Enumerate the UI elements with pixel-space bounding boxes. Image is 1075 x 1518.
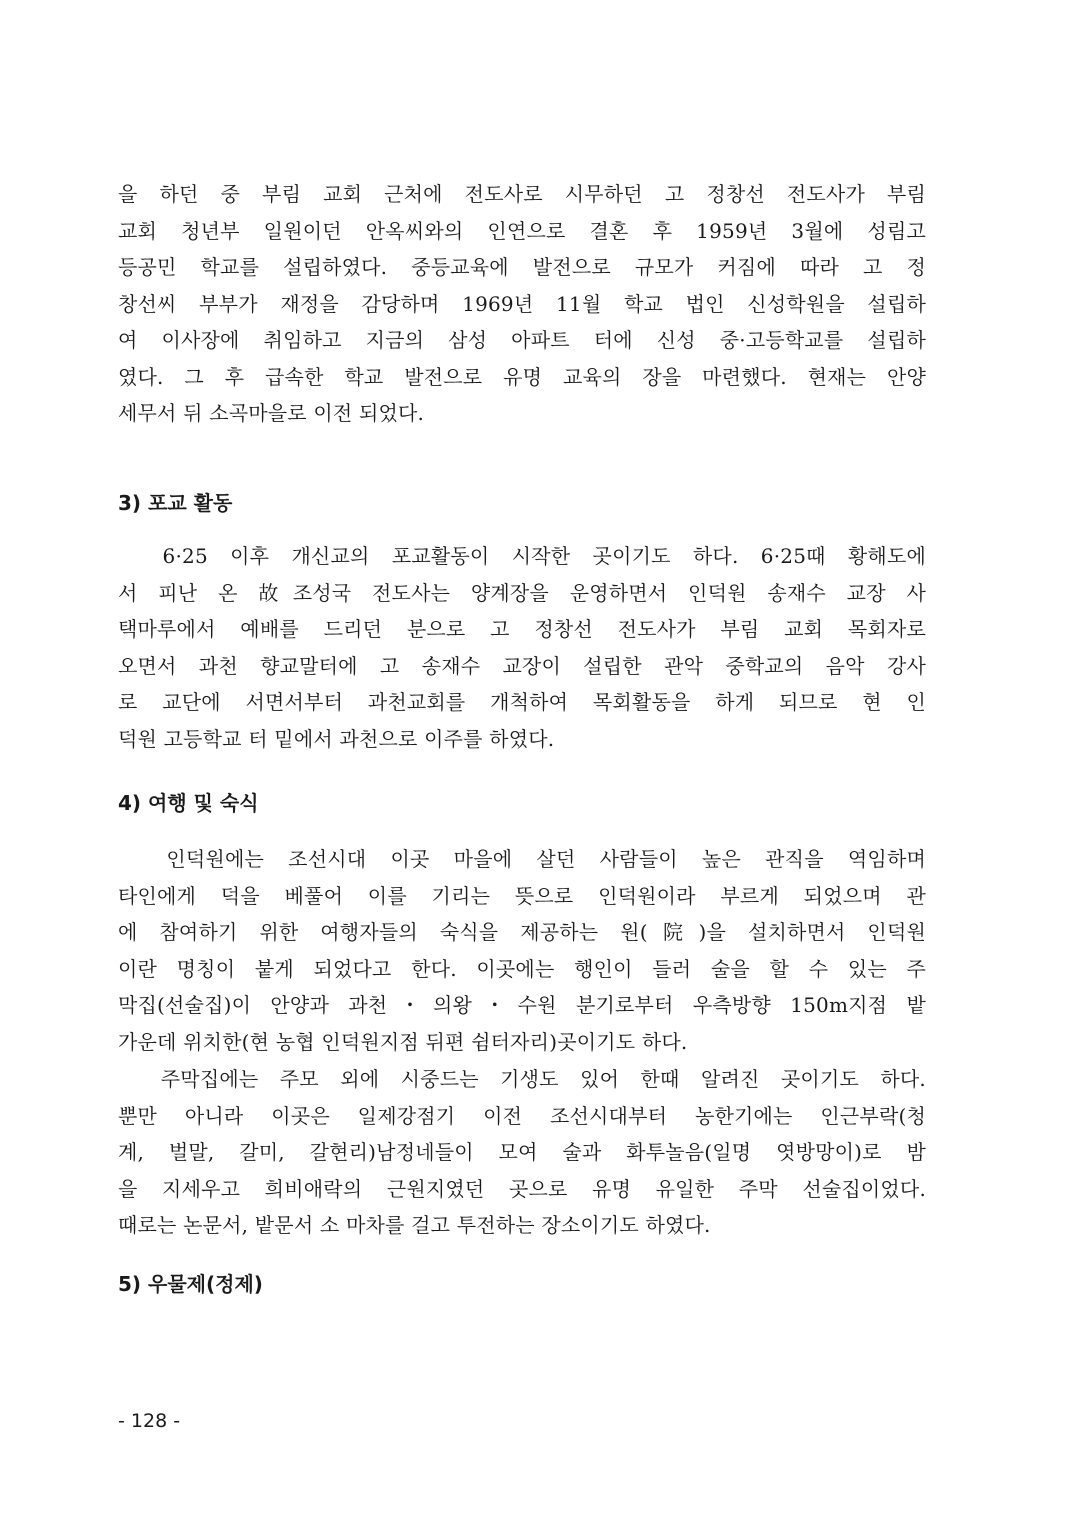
text-line: 여 이사장에 취임하고 지금의 삼성 아파트 터에 신성 중·고등학교를 설립하 bbox=[118, 328, 926, 352]
text-line: 뿐만 아니라 이곳은 일제강점기 이전 조선시대부터 농한기에는 인근부락(청 bbox=[118, 1103, 926, 1128]
paragraph-inn-origin bbox=[118, 841, 926, 1060]
text-line: 등공민 학교를 설립하였다. 중등교육에 발전으로 규모가 커짐에 따라 고 정 bbox=[118, 255, 926, 279]
section-heading-missionary: 3) 포교 활동 bbox=[118, 491, 233, 515]
text-line: 을 지세우고 희비애락의 근원지였던 곳으로 유명 유일한 주막 선술집이었다. bbox=[118, 1176, 926, 1201]
text-line: 였다. 그 후 급속한 학교 발전으로 유명 교육의 장을 마련했다. 현재는 안양 bbox=[118, 364, 926, 389]
text-line: 이란 명칭이 붙게 되었다고 한다. 이곳에는 행인이 들러 술을 할 수 있는 주 bbox=[118, 956, 926, 981]
text-line: 타인에게 덕을 베풀어 이를 기리는 뜻으로 인덕원이라 부르게 되었으며 관 bbox=[118, 883, 926, 908]
text-line: 가운데 위치한(현 농협 인덕원지점 뒤편 쉼터자리)곳이기도 하다. bbox=[118, 1029, 688, 1054]
text-line: 주막집에는 주모 외에 시중드는 기생도 있어 한때 알려진 곳이기도 하다. bbox=[118, 1067, 926, 1091]
text-line: 로 교단에 서면서부터 과천교회를 개척하여 목회활동을 하게 되므로 현 인 bbox=[118, 690, 926, 714]
text-line: 막집(선술집)이 안양과 과천・의왕・수원 분기로부터 우측방향 150m지점 밭 bbox=[118, 993, 926, 1017]
text-line: 계, 벌말, 갈미, 갈현리)남정네들이 모여 술과 화투놀음(일명 엿방망이)로 밤 bbox=[118, 1140, 926, 1164]
text-line: 때로는 논문서, 밭문서 소 마차를 걸고 투전하는 장소이기도 하였다. bbox=[118, 1213, 711, 1237]
text-line: 창선씨 부부가 재정을 감당하며 1969년 11월 학교 법인 신성학원을 설립하 bbox=[118, 291, 926, 316]
paragraph-tavern bbox=[118, 1061, 926, 1244]
text-line: 오면서 과천 향교말터에 고 송재수 교장이 설립한 관악 중학교의 음악 강사 bbox=[118, 653, 926, 678]
text-line: 교회 청년부 일원이던 안옥씨와의 인연으로 결혼 후 1959년 3월에 성림고 bbox=[118, 218, 926, 243]
paragraph-school-history bbox=[118, 176, 926, 432]
page-number: - 128 - bbox=[118, 1410, 181, 1432]
paragraph-missionary bbox=[118, 538, 926, 757]
text-line: 인덕원에는 조선시대 이곳 마을에 살던 사람들이 높은 관직을 역임하며 bbox=[118, 847, 926, 871]
text-line: 택마루에서 예배를 드리던 분으로 고 정창선 전도사가 부림 교회 목회자로 bbox=[118, 617, 926, 641]
section-heading-travel-lodging: 4) 여행 및 숙식 bbox=[118, 791, 259, 815]
section-heading-well-rite: 5) 우물제(정제) bbox=[118, 1272, 263, 1296]
text-line: 을 하던 중 부림 교회 근처에 전도사로 시무하던 고 정창선 전도사가 부림 bbox=[118, 182, 926, 206]
text-line: 세무서 뒤 소곡마을로 이전 되었다. bbox=[118, 401, 425, 425]
text-line: 6·25 이후 개신교의 포교활동이 시작한 곳이기도 하다. 6·25때 황해도에 bbox=[118, 544, 926, 568]
text-line: 에 참여하기 위한 여행자들의 숙식을 제공하는 원(院)을 설치하면서 인덕원 bbox=[118, 920, 926, 944]
text-line: 덕원 고등학교 터 밑에서 과천으로 이주를 하였다. bbox=[118, 726, 555, 751]
text-line: 서 피난 온 故조성국 전도사는 양계장을 운영하면서 인덕원 송재수 교장 사 bbox=[118, 580, 926, 605]
